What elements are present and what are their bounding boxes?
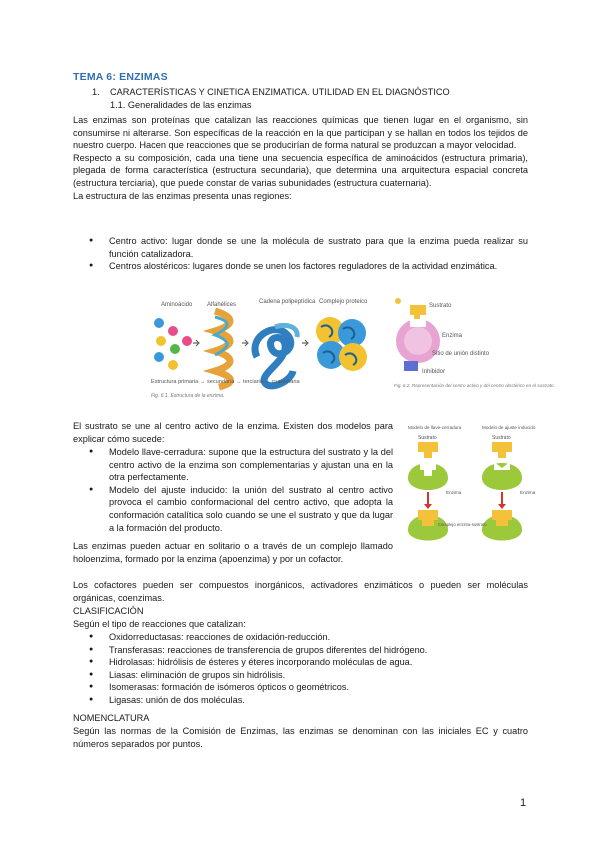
list-item: ● Oxidorreductasas: reacciones de oxidación-reducción. xyxy=(109,631,528,644)
arrow-icon xyxy=(193,340,199,346)
down-arrow-icon xyxy=(498,492,506,509)
section-title: CARACTERÍSTICAS Y CINETICA ENZIMATICA. UTILIDAD EN EL DIAGNÓSTICO xyxy=(110,87,450,97)
classification-list xyxy=(109,631,528,707)
intro-paragraph-1: Las enzimas son proteínas que catalizan las reacciones químicas que tienen lugar en el organismo, sin consumirse ni alterarse. Son específicas de la reacción en la que participan y se hallan en todos los tejidos de nuestro cuerpo. Hacen que reacciones que se producirían de forma natural se produzcan a mayor velocidad. xyxy=(73,115,528,151)
intro-block xyxy=(73,114,528,202)
holoenzyme-paragraph: Las enzimas pueden actuar en solitario o a través de un complejo llamado holoenzima, formado por la enzima (apoenzima) y por un cofactor. xyxy=(73,541,393,564)
binding-models-figure xyxy=(396,422,536,545)
fig2-label-substrate: Sustrato xyxy=(429,303,452,309)
cofactors-paragraph: Los cofactores pueden ser compuestos inorgánicos, activadores enzimáticos o pueden ser moléculas orgánicas, coenzimas. xyxy=(73,580,528,603)
induced-fit-substrate-icon xyxy=(492,442,512,458)
fig3-title-induced-fit: Modelo de ajuste inducido xyxy=(482,425,536,430)
fig3-title-lock-key: Modelo de llave-cerradura xyxy=(408,425,462,430)
list-item: ● Isomerasas: formación de isómeros ópticos o geométricos. xyxy=(109,681,528,694)
fig3-substrate-left: Sustrato xyxy=(418,435,437,441)
intro-paragraph-2: Respecto a su composición, cada una tiene una secuencia específica de aminoácidos (estructura primaria), plegada de forma característica (estructura secundaria), que determina una arquitectura espacial concreta (estructura terciaria), que puede constar de varias subunidades (estructura cuaternaria). xyxy=(73,152,528,188)
list-item: ● Centros alostéricos: lugares donde se unen los factores reguladores de la actividad enzimática. xyxy=(109,260,528,273)
fig3-complex-label: Complejo enzima-sustrato xyxy=(438,522,487,527)
fig3-enzyme-left: Enzima xyxy=(446,490,462,495)
substrate-dot-icon xyxy=(395,298,401,304)
induced-fit-complex-icon xyxy=(482,510,522,541)
fig1-label-complex: Complejo proteico xyxy=(319,299,368,305)
list-item: ● Centro activo: lugar donde se une la molécula de sustrato para que la enzima pueda realizar su función catalizadora. xyxy=(109,235,528,260)
lock-key-enzyme-icon xyxy=(408,462,448,490)
fig3-enzyme-right: Enzima xyxy=(520,490,536,495)
fig3-substrate-right: Sustrato xyxy=(492,435,511,441)
fig2-caption: Fig. 6.2. Representación del centro activo y del centro alostérico en el sustrato. xyxy=(394,383,555,388)
regions-intro: La estructura de las enzimas presenta unas regiones: xyxy=(73,190,292,201)
down-arrow-icon xyxy=(424,492,432,509)
nomenclature-paragraph: Según las normas de la Comisión de Enzimas, las enzimas se denominan con las iniciales EC y cuatro números separados por puntos. xyxy=(73,726,528,749)
models-intro: El sustrato se une al centro activo de la enzima. Existen dos modelos para explicar cómo sucede: xyxy=(73,421,393,444)
arrow-icon xyxy=(242,340,248,346)
protein-complex-icon xyxy=(316,317,367,371)
induced-fit-enzyme-icon xyxy=(482,462,522,490)
enzyme-structure-figure xyxy=(147,297,379,401)
inhibitor-icon xyxy=(404,361,418,371)
list-item: ● Modelo del ajuste inducido: la unión del sustrato al centro activo provoca el cambio conformacional del centro activo, que adopta la conformación catalítica solo cuando se une el sustrato y que da lugar a la formación del producto. xyxy=(109,484,393,534)
fig1-label-polypeptide: Cadena polipeptídica xyxy=(259,299,316,305)
subsection-heading: 1.1. Generalidades de las enzimas xyxy=(110,100,252,110)
classification-heading: CLASIFICACIÓN xyxy=(73,606,144,616)
fig1-label-aminoacid: Aminoácido xyxy=(161,302,193,308)
lock-key-substrate-icon xyxy=(418,442,438,458)
regions-list xyxy=(109,235,528,273)
aminoacid-chain-icon xyxy=(154,318,192,370)
section-number: 1. xyxy=(92,87,100,97)
list-item: ● Ligasas: unión de dos moléculas. xyxy=(109,694,528,707)
list-item: ● Modelo llave-cerradura: supone que la estructura del sustrato y la del centro activo de la enzima son complementarias y ajustan una en la otra perfectamente. xyxy=(109,446,393,484)
list-item: ● Hidrolasas: hidrólisis de ésteres y éteres incorporando moléculas de agua. xyxy=(109,656,528,669)
list-item: ● Liasas: eliminación de grupos sin hidrólisis. xyxy=(109,669,528,682)
fig1-caption: Fig. 6.1. Estructura de la enzima. xyxy=(151,393,225,399)
fig2-label-inhibitor: Inhibidor xyxy=(422,369,446,375)
fig1-label-alphahelix: Alfahélices xyxy=(207,302,237,308)
allosteric-site-figure xyxy=(394,297,555,401)
classification-intro: Según el tipo de reacciones que catalizan: xyxy=(73,619,246,629)
alpha-helix-icon xyxy=(215,311,231,387)
fig1-axis: Estructura primaria → secundaria → terciaria → cuaternaria xyxy=(151,379,300,385)
page-number: 1 xyxy=(520,797,527,809)
fig2-label-enzyme: Enzima xyxy=(442,333,463,339)
substrate-icon xyxy=(410,305,426,321)
arrow-icon xyxy=(302,340,308,346)
models-list xyxy=(109,446,393,534)
fig2-label-binding-site: Sitio de unión distinto xyxy=(432,351,490,357)
polypeptide-chain-icon xyxy=(255,325,297,385)
nomenclature-heading: NOMENCLATURA xyxy=(73,713,150,723)
page-title: TEMA 6: ENZIMAS xyxy=(73,71,168,83)
list-item: ● Transferasas: reacciones de transferencia de grupos diferentes del hidrógeno. xyxy=(109,644,528,657)
section-heading xyxy=(92,87,450,97)
